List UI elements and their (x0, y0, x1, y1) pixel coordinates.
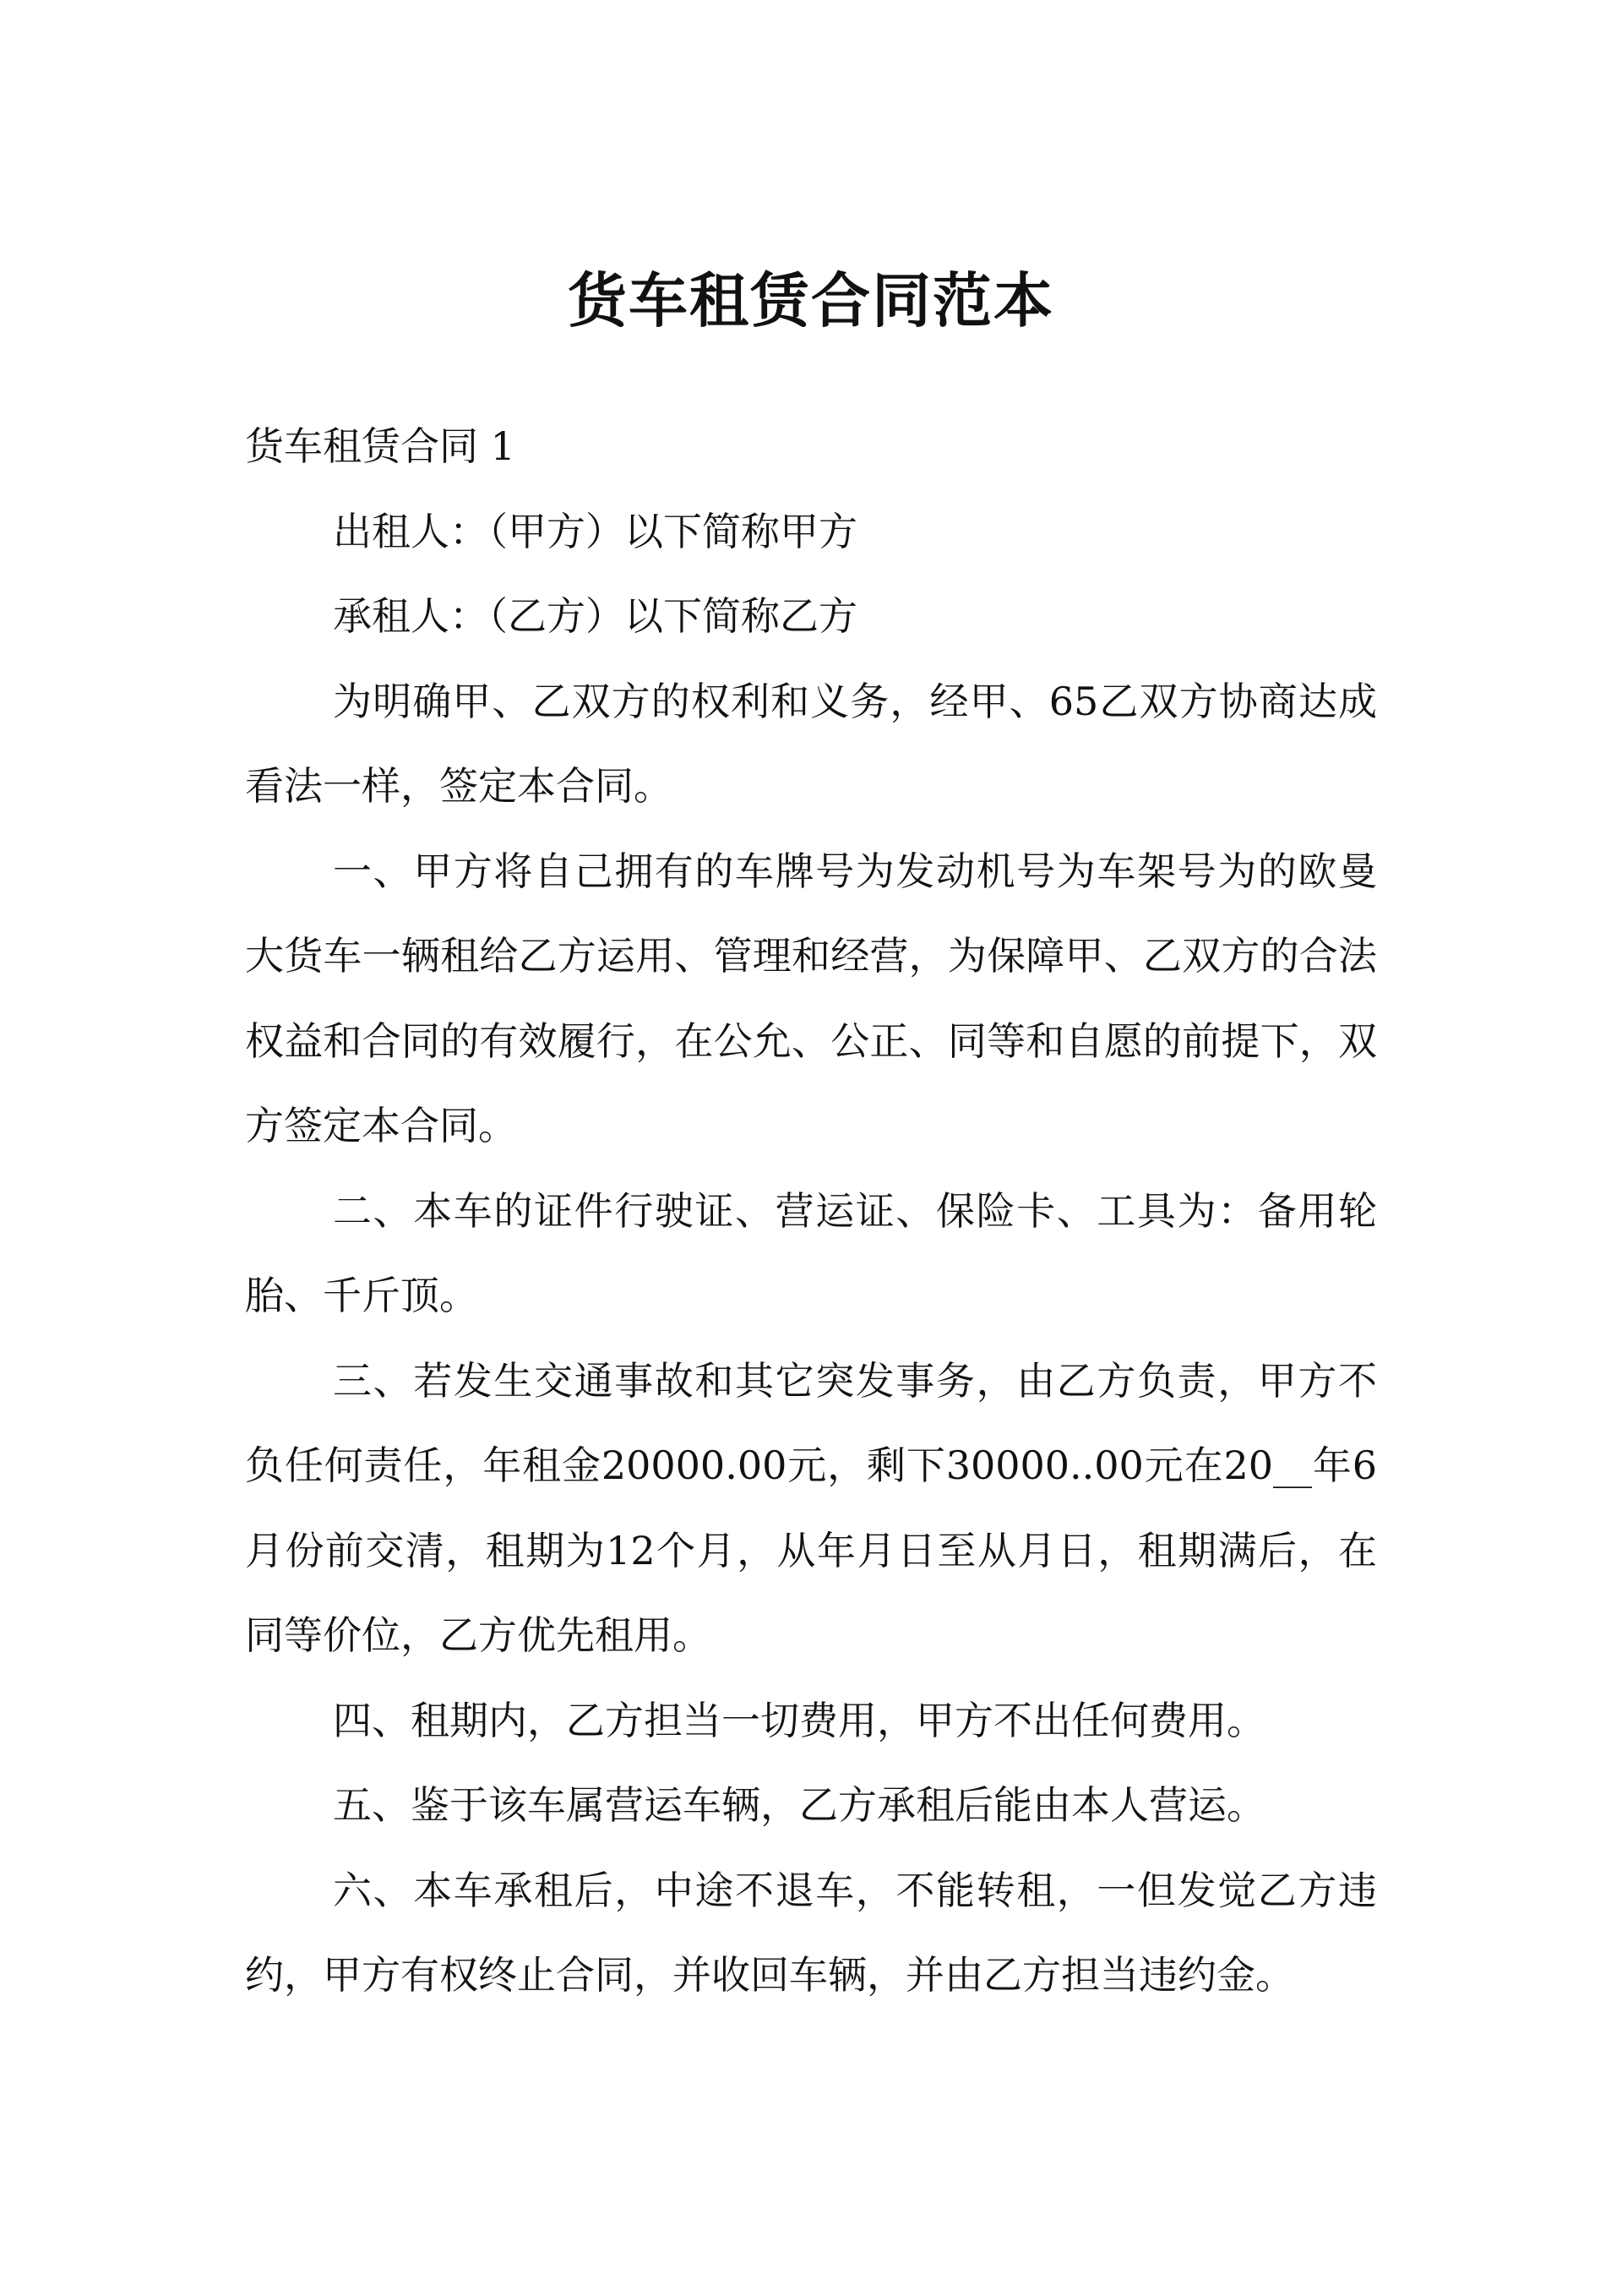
clause-6: 六、本车承租后，中途不退车，不能转租，一但发觉乙方违约，甲方有权终止合同，并收回车辆，并由乙方担当违约金。 (245, 1867, 1377, 1998)
clause-5: 五、鉴于该车属营运车辆，乙方承租后能由本人营运。 (333, 1782, 1265, 1828)
clause-1: 一、甲方将自己拥有的车牌号为发动机号为车架号为的欧曼大货车一辆租给乙方运用、管理和经营，为保障甲、乙双方的合法权益和合同的有效履行，在公允、公正、同等和自愿的前提下，双方签定本合同。 (245, 848, 1377, 1148)
paragraph-lessor: 出租人：（甲方）以下简称甲方 (333, 508, 857, 554)
document-title: 货车租赁合同范本 (568, 265, 1054, 335)
clause-2: 二、本车的证件行驶证、营运证、保险卡、工具为：备用轮胎、千斤顶。 (245, 1187, 1377, 1318)
paragraph-lessee: 承租人：（乙方）以下简称乙方 (333, 593, 857, 639)
document-page (245, 0, 1377, 2296)
contract-subtitle: 货车租赁合同 1 (245, 423, 515, 469)
document-body (245, 404, 1377, 2018)
clause-4: 四、租期内，乙方担当一切费用，甲方不出任何费用。 (333, 1697, 1265, 1743)
paragraph-purpose: 为明确甲、乙双方的权利和义务，经甲、65乙双方协商达成看法一样，签定本合同。 (245, 678, 1377, 809)
clause-3: 三、若发生交通事故和其它突发事务，由乙方负责，甲方不负任何责任，年租金20000.00元，剩下30000..00元在20__年6月份前交清，租期为12个月，从年月日至从月日，租期满后，在同等价位，乙方优先租用。 (245, 1357, 1377, 1658)
